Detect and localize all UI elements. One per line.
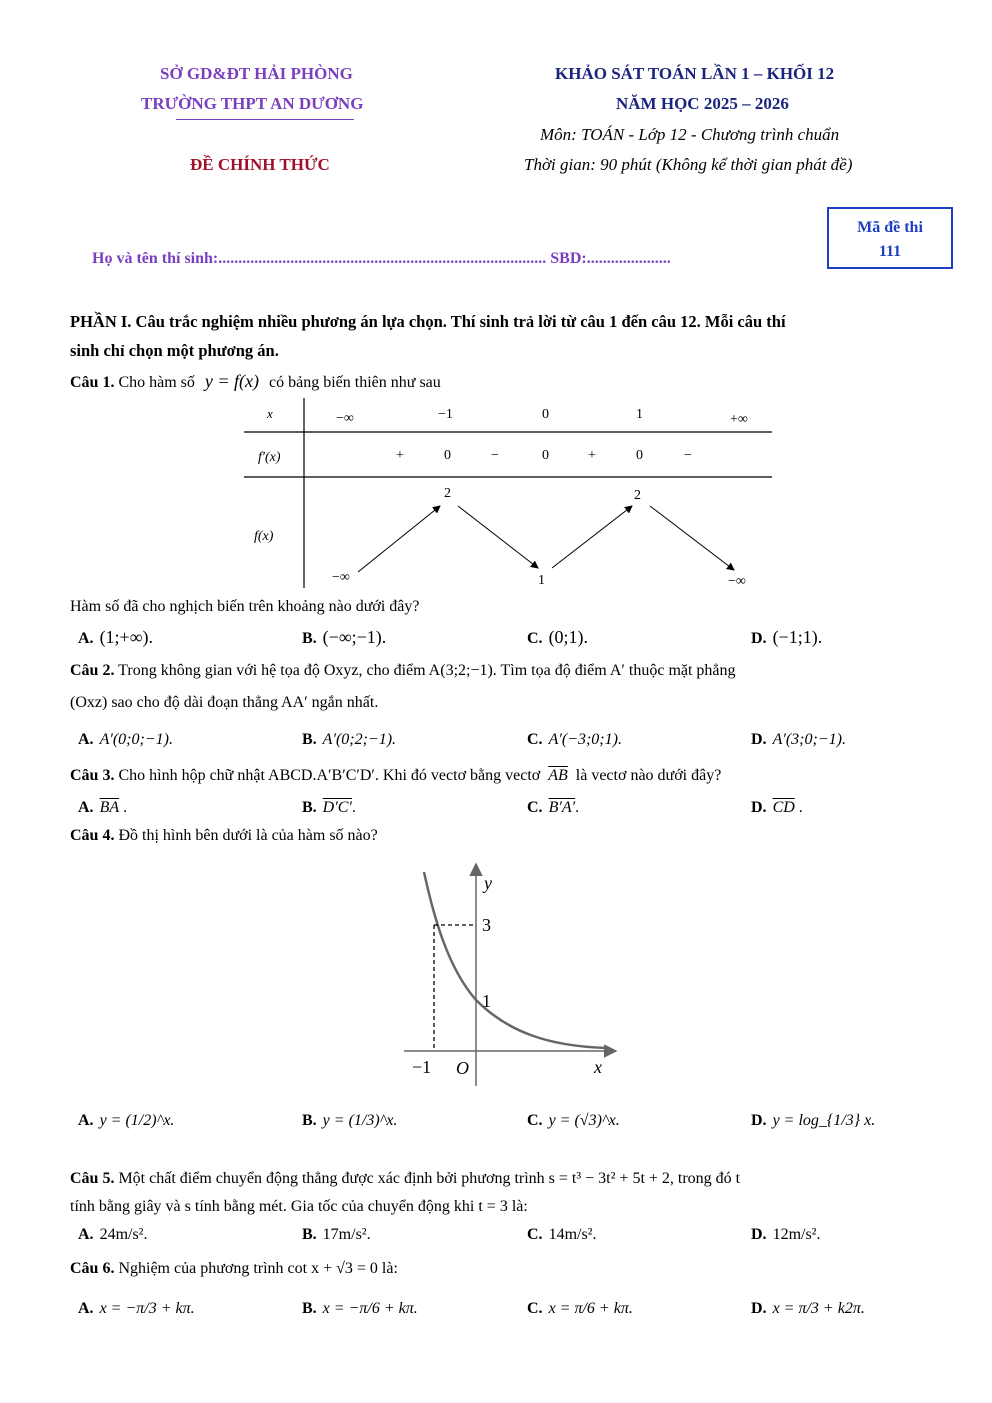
question-1-text-b: có bảng biến thiên như sau [269,374,441,391]
q1-option-a[interactable]: A. (1;+∞). [78,627,154,647]
question-2-line1: Câu 2. Trong không gian với hệ tọa độ Oxyz, cho điểm A(3;2;−1). Tìm tọa độ điểm A′ thuộc mặt phẳng [70,662,736,679]
q6-option-c[interactable]: C. x = π/6 + kπ. [527,1300,633,1317]
table-x-value: 1 [636,407,643,422]
q1-option-d[interactable]: D. (−1;1). [751,627,823,647]
question-2-line2: (Oxz) sao cho độ dài đoạn thẳng AA′ ngắn nhất. [70,694,379,711]
q5-option-c[interactable]: C. 14m/s². [527,1226,597,1243]
curve [424,872,606,1048]
school-name: TRƯỜNG THPT AN DƯƠNG [141,94,364,113]
q4-option-b[interactable]: B. y = (1/3)^x. [302,1112,398,1129]
graph-origin: O [456,1058,469,1078]
q3-option-c[interactable]: C. B′A′. [527,799,580,816]
q2-option-d[interactable]: D. A′(3;0;−1). [751,731,846,748]
table-f-label: f(x) [254,529,274,544]
q5-option-a[interactable]: A. 24m/s². [78,1226,148,1243]
table-sign: 0 [444,448,451,463]
question-5-line1: Câu 5. Một chất điểm chuyển động thẳng được xác định bởi phương trình s = t³ − 3t² + 5t + 2, trong đó t [70,1170,741,1187]
graph-x-label: x [594,1057,602,1077]
exam-code-label: Mã đề thi [857,219,923,236]
table-f-value: −∞ [728,574,746,589]
exam-code-box [827,207,953,269]
question-1-function: y = f(x) [204,371,260,391]
q1-option-c[interactable]: C. (0;1). [527,627,589,647]
table-x-value: 0 [542,407,549,422]
part1-title-line2: sinh chỉ chọn một phương án. [70,341,279,360]
table-sign: − [684,448,692,463]
q5-option-d[interactable]: D. 12m/s². [751,1226,821,1243]
graph-tick-xm1: −1 [412,1057,432,1077]
q6-option-a[interactable]: A. x = −π/3 + kπ. [78,1300,195,1317]
q6-option-b[interactable]: B. x = −π/6 + kπ. [302,1300,418,1317]
q4-option-a[interactable]: A. y = (1/2)^x. [78,1112,175,1129]
q6-option-d[interactable]: D. x = π/3 + k2π. [751,1300,865,1317]
school-year: NĂM HỌC 2025 – 2026 [616,94,789,113]
q1-option-b[interactable]: B. (−∞;−1). [302,627,387,647]
question-4: Câu 4. Đồ thị hình bên dưới là của hàm số nào? [70,827,378,844]
q4-option-c[interactable]: C. y = (√3)^x. [527,1112,620,1129]
school-underline [176,119,354,120]
table-f-value: 2 [444,486,451,501]
question-5-line2: tính bằng giây và s tính bằng mét. Gia tốc của chuyển động khi t = 3 là: [70,1198,528,1215]
q3-option-b[interactable]: B. D′C′. [302,799,356,816]
table-fp-label: f′(x) [258,450,281,465]
question-1 [70,371,441,392]
table-sign: 0 [542,448,549,463]
arrow-up-1 [358,506,440,572]
vector-ab: $\overline{AB}$ [548,767,568,784]
arrow-down-2 [650,506,734,570]
exponential-graph [398,858,624,1090]
q2-option-b[interactable]: B. A′(0;2;−1). [302,731,397,748]
official-label: ĐỀ CHÍNH THỨC [190,155,330,174]
question-1-question: Hàm số đã cho nghịch biến trên khoảng nào dưới đây? [70,598,420,615]
question-1-label: Câu 1. [70,374,115,391]
q2-option-a[interactable]: A. A′(0;0;−1). [78,731,173,748]
graph-tick-y1: 1 [482,991,491,1011]
table-x-value: −1 [438,407,453,422]
graph-tick-y3: 3 [482,915,491,935]
q4-option-d[interactable]: D. y = log_{1/3} x. [751,1112,876,1129]
q2-option-c[interactable]: C. A′(−3;0;1). [527,731,622,748]
table-f-value: −∞ [332,570,350,585]
question-3: Câu 3. Cho hình hộp chữ nhật ABCD.A′B′C′D′. Khi đó vectơ bằng vectơ $\overline{AB}$ là vectơ nào dưới đây? [70,767,722,784]
table-sign: + [396,448,404,463]
question-6: Câu 6. Nghiệm của phương trình cot x + √3 = 0 là: [70,1260,398,1277]
q3-option-a[interactable]: A. $\overline{BA}$ . [78,799,128,816]
arrow-up-2 [552,506,632,568]
table-x-value: +∞ [730,412,748,427]
q5-option-b[interactable]: B. 17m/s². [302,1226,371,1243]
graph-y-label: y [484,873,492,893]
exam-code-value: 111 [878,243,902,260]
candidate-line: Họ và tên thí sinh:.................................................................................. SBD:..................... [92,250,671,267]
table-sign: + [588,448,596,463]
exam-title: KHẢO SÁT TOÁN LẦN 1 – KHỐI 12 [555,64,835,83]
question-1-text-a: Cho hàm số [118,374,195,391]
q3-option-d[interactable]: D. $\overline{CD}$ . [751,799,803,816]
variation-table [240,398,780,594]
table-f-value: 1 [538,573,545,588]
table-sign: − [491,448,499,463]
table-x-value: −∞ [336,411,354,426]
part1-title-line1: PHẦN I. Câu trắc nghiệm nhiều phương án lựa chọn. Thí sinh trả lời từ câu 1 đến câu 12. Mỗi câu thí [70,312,786,331]
department-name: SỞ GD&ĐT HẢI PHÒNG [160,64,353,83]
arrow-down-1 [458,506,538,568]
table-sign: 0 [636,448,643,463]
table-x-label: x [267,406,273,421]
time-line: Thời gian: 90 phút (Không kể thời gian phát đề) [524,155,853,174]
subject-line: Môn: TOÁN - Lớp 12 - Chương trình chuẩn [540,125,840,144]
table-f-value: 2 [634,488,641,503]
